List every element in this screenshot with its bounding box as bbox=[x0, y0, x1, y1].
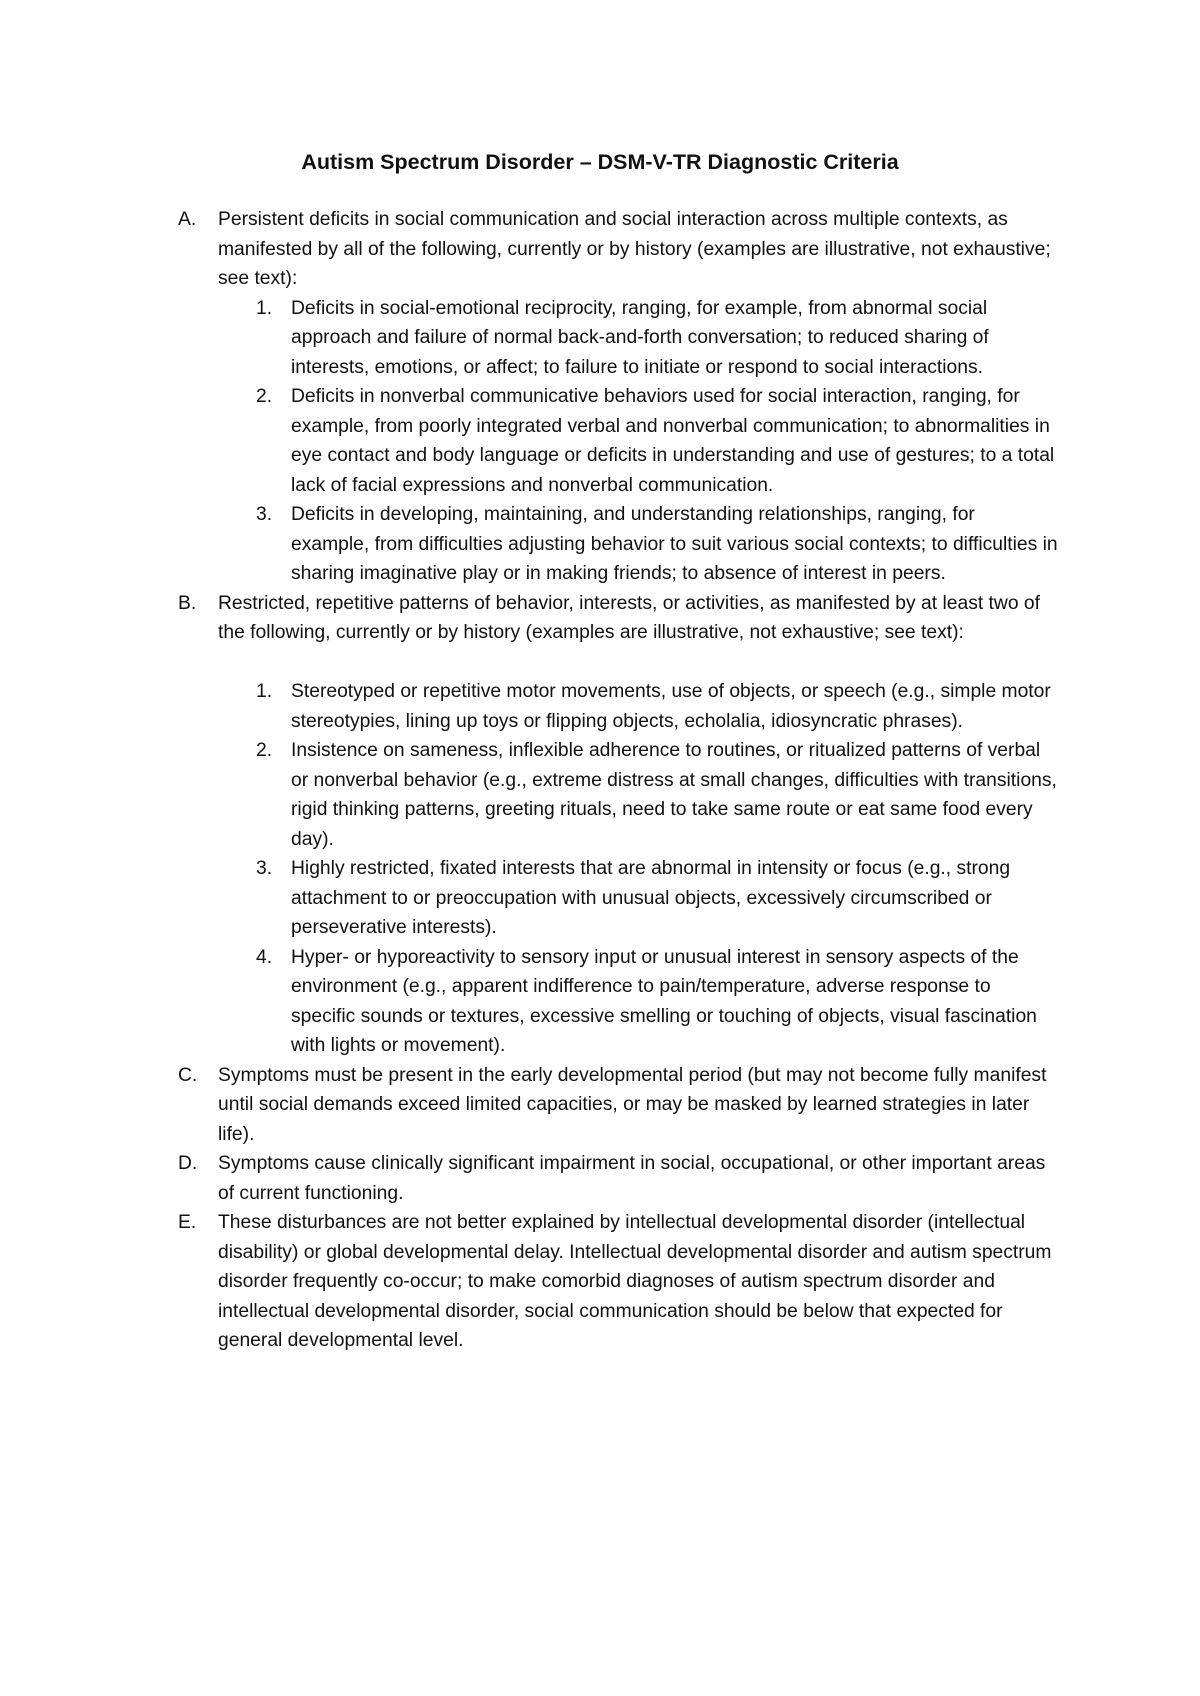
subitem-label: 4. bbox=[256, 946, 273, 968]
subitem-label: 2. bbox=[256, 386, 273, 407]
criterion-a-item-1 bbox=[0, 294, 1058, 383]
subitem-label: 3. bbox=[256, 504, 273, 525]
criterion-b-item-3 bbox=[0, 854, 1058, 943]
criterion-text: Restricted, repetitive patterns of behavior, interests, or activities, as manifested by at least two of the following, currently or by history (examples are illustrative, not exhaustive; see text): bbox=[218, 592, 1040, 643]
subitem-text: Stereotyped or repetitive motor movements, use of objects, or speech (e.g., simple motor stereotypies, lining up toys or flipping objects, echolalia, idiosyncratic phrases). bbox=[291, 681, 1051, 732]
criterion-text: Persistent deficits in social communication and social interaction across multiple contexts, as manifested by all of the following, currently or by history (examples are illustrative, not exhaustive; see text): bbox=[218, 209, 1051, 289]
subitem-text: Deficits in social-emotional reciprocity, ranging, for example, from abnormal social approach and failure of normal back-and-forth conversation; to reduced sharing of interests, emotions, or affect; to failure to initiate or respond to social interactions. bbox=[291, 297, 989, 378]
criterion-d bbox=[0, 1149, 1058, 1208]
blank-line bbox=[0, 648, 1200, 678]
criterion-e bbox=[0, 1208, 1058, 1356]
criteria-list bbox=[0, 205, 1200, 1356]
criterion-text: Symptoms cause clinically significant impairment in social, occupational, or other important areas of current functioning. bbox=[218, 1153, 1046, 1204]
criterion-b-item-2 bbox=[0, 736, 1058, 854]
subitem-text: Deficits in nonverbal communicative behaviors used for social interaction, ranging, for example, from poorly integrated verbal and nonverbal communication; to abnormalities in eye contact and body language or deficits in understanding and use of gestures; to a total lack of facial expressions and nonverbal communication. bbox=[291, 386, 1055, 496]
criterion-label: E. bbox=[178, 1212, 197, 1233]
document-title: Autism Spectrum Disorder – DSM-V-TR Diagnostic Criteria bbox=[301, 150, 899, 174]
criterion-text: These disturbances are not better explained by intellectual developmental disorder (intellectual disability) or global developmental delay. Intellectual developmental disorder and autism spectrum disorder frequently co-occur; to make comorbid diagnoses of autism spectrum disorder and intellectual developmental disorder, social communication should be below that expected for general developmental level. bbox=[218, 1212, 1052, 1351]
subitem-text: Highly restricted, fixated interests that are abnormal in intensity or focus (e.g., strong attachment to or preoccupation with unusual objects, excessively circumscribed or perseverative interests). bbox=[291, 858, 1011, 938]
subitem-label: 1. bbox=[256, 681, 273, 702]
criterion-text: Symptoms must be present in the early developmental period (but may not become fully manifest until social demands exceed limited capacities, or may be masked by learned strategies in later life). bbox=[218, 1064, 1047, 1145]
subitem-text: Insistence on sameness, inflexible adherence to routines, or ritualized patterns of verbal or nonverbal behavior (e.g., extreme distress at small changes, difficulties with transitions, rigid thinking patterns, greeting rituals, need to take same route or eat same food every day). bbox=[291, 740, 1057, 850]
criterion-a bbox=[0, 205, 1058, 294]
criterion-a-item-2 bbox=[0, 382, 1058, 500]
criterion-label: B. bbox=[178, 592, 197, 614]
criterion-label: A. bbox=[178, 209, 197, 230]
criterion-c bbox=[0, 1061, 1058, 1150]
criterion-b bbox=[0, 589, 1058, 648]
criterion-a-item-3 bbox=[0, 500, 1058, 589]
subitem-text: Hyper- or hyporeactivity to sensory input or unusual interest in sensory aspects of the environment (e.g., apparent indifference to pain/temperature, adverse response to specific sounds or textures, excessive smelling or touching of objects, visual fascination with lights or movement). bbox=[291, 946, 1037, 1056]
subitem-label: 1. bbox=[256, 297, 273, 319]
subitem-label: 3. bbox=[256, 858, 273, 879]
criterion-b-item-4 bbox=[0, 943, 1058, 1061]
criterion-label: D. bbox=[178, 1153, 198, 1174]
criterion-label: C. bbox=[178, 1064, 198, 1086]
subitem-label: 2. bbox=[256, 740, 273, 761]
subitem-text: Deficits in developing, maintaining, and understanding relationships, ranging, for example, from difficulties adjusting behavior to suit various social contexts; to difficulties in sharing imaginative play or in making friends; to absence of interest in peers. bbox=[291, 504, 1058, 584]
criterion-b-item-1 bbox=[0, 677, 1058, 736]
